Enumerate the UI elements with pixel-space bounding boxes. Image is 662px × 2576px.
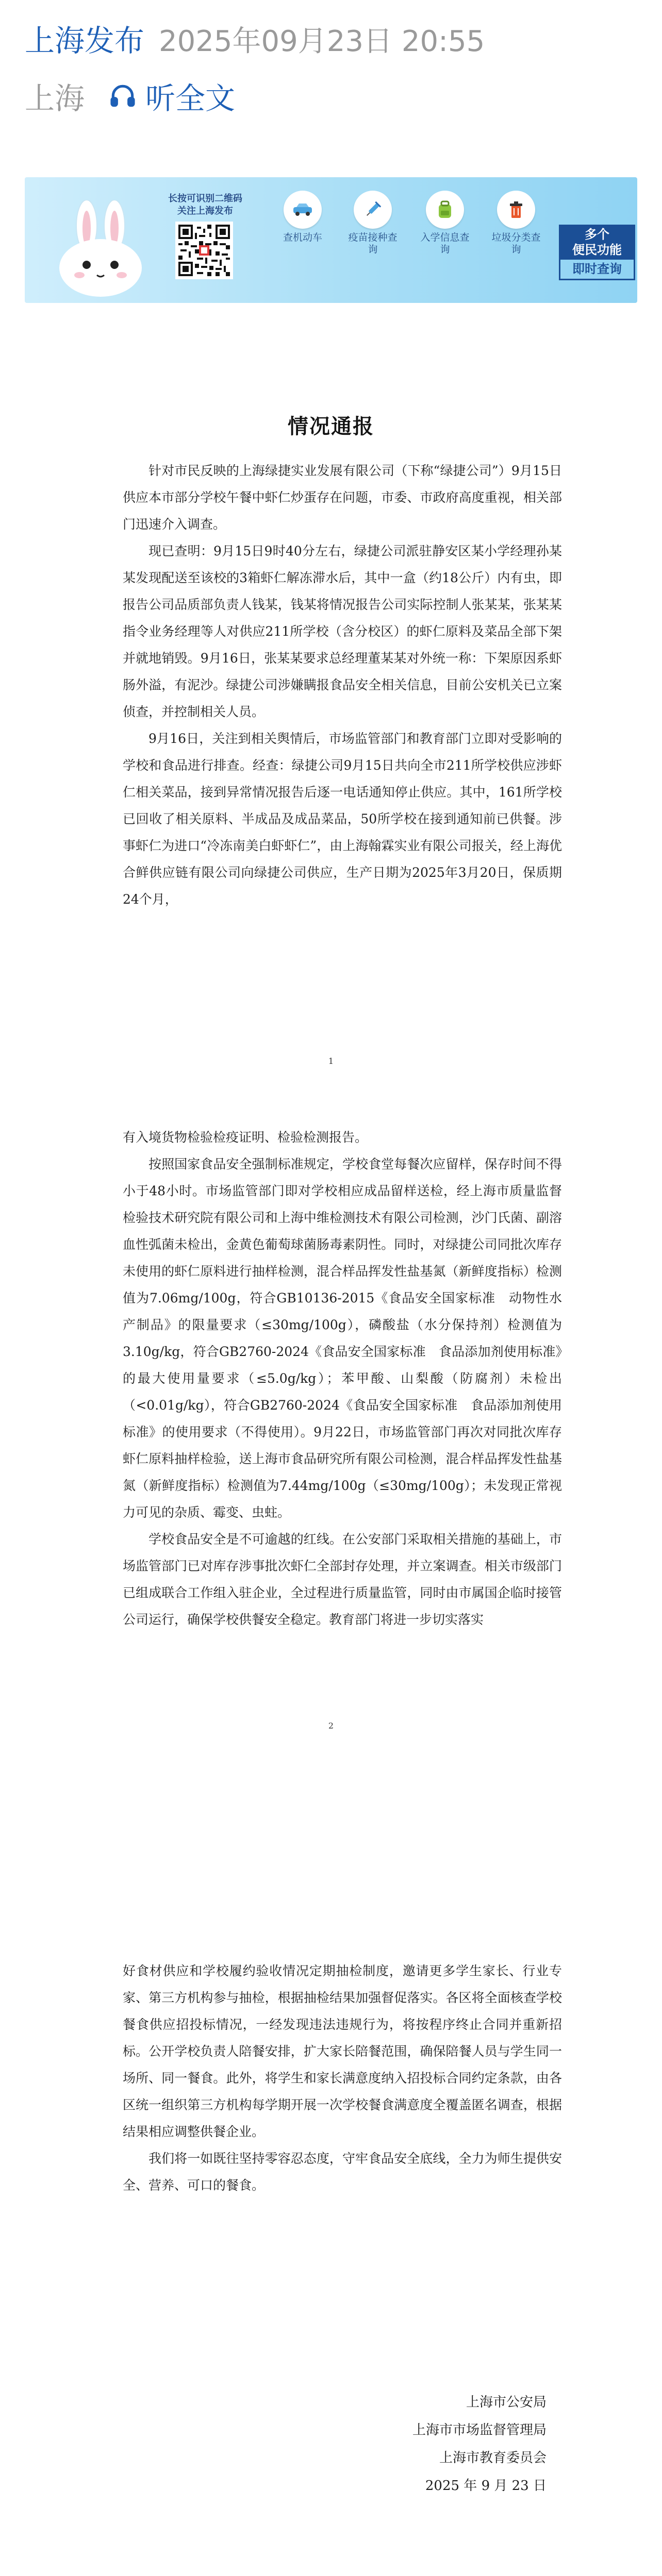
document-page-2 [123,1124,562,1633]
schoolbag-icon [426,191,464,229]
service-car[interactable] [274,191,331,244]
syringe-icon [354,191,392,229]
paragraph: 我们将一如既往坚持零容忍态度，守牢食品安全底线，全力为师生提供安全、营养、可口的餐食。 [123,2151,562,2193]
paragraph: 好食材供应和学校履约验收情况定期抽检制度，邀请更多学生家长、行业专家、第三方机构参与抽检，根据抽检结果加强督促落实。各区将全面核查学校餐食供应招投标情况，一经发现违法违规行为，将按程序终止合同并重新招标。公开学校负责人陪餐安排，扩大家长陪餐范围，确保陪餐人员与学生同一场所、同一餐食。此外，将学生和家长满意度纳入招投标合同约定条款，由各区统一组织第三方机构每学期开展一次学校餐食满意度全覆盖匿名调查，根据结果相应调整供餐企业。 [123,1963,562,2139]
sub-row [25,74,637,117]
qr-caption-line1: 长按可识别二维码 [168,193,242,204]
service-banner[interactable] [25,177,637,303]
service-school[interactable] [417,191,473,256]
document-page-3 [123,1958,562,2199]
service-car-label: 查机动车 [283,232,322,243]
qr-code-icon[interactable] [175,222,233,279]
more-services-label-bottom: 即时查询 [572,262,622,276]
service-school-label: 入学信息查询 [420,232,470,255]
service-vaccine-label: 疫苗接种查询 [348,232,398,255]
signatory-police: 上海市公安局 [466,2395,547,2410]
page-number: 2 [328,1721,334,1731]
source-row [25,16,637,60]
car-icon [284,191,322,229]
paragraph: 9月16日，关注到相关舆情后，市场监管部门和教育部门立即对受影响的学校和食品进行排查。经查：绿捷公司9月15日共向全市211所学校供应涉虾仁相关菜品，接到异常情况报告后逐一电话通知停止供应。其中，161所学校已回收了相关原料、半成品及成品菜品，50所学校在接到通知前已供餐。涉事虾仁为进口“冷冻南美白虾虾仁”，由上海翰霖实业有限公司报关，经上海优合鲜供应链有限公司向绿捷公司供应，生产日期为2025年3月20日，保质期24个月， [123,731,562,907]
paragraph: 有入境货物检验检疫证明、检验检测报告。 [123,1130,368,1145]
paragraph: 学校食品安全是不可逾越的红线。在公安部门采取相关措施的基础上，市场监管部门已对库存涉事批次虾仁全部封存处理，并立案调查。相关市级部门已组成联合工作组入驻企业，全过程进行质量监管，同时由市属国企临时接管公司运行，确保学校供餐安全稳定。教育部门将进一步切实落实 [123,1532,562,1627]
publish-datetime: 2025年09月23日 20:55 [159,25,485,58]
source-name[interactable]: 上海发布 [25,23,145,58]
qr-caption-line2: 关注上海发布 [177,206,233,216]
page-number: 1 [328,1056,334,1066]
document-title: 情况通报 [288,414,374,438]
signatory-education: 上海市教育委员会 [439,2450,547,2466]
service-trash-label: 垃圾分类查询 [491,232,541,255]
paragraph: 现已查明：9月15日9时40分左右，绿捷公司派驻静安区某小学经理孙某某发现配送至该校的3箱虾仁解冻滞水后，其中一盒（约18公斤）内有虫，即报告公司品质部负责人钱某，钱某将情况报告公司实际控制人张某某，张某某指令业务经理等人对供应211所学校（含分校区）的虾仁原料及菜品全部下架并就地销毁。9月16日，张某某要求总经理董某某对外统一称：下架原因系虾肠外溢，有泥沙。绿捷公司涉嫌瞒报食品安全相关信息，目前公安机关已立案侦查，并控制相关人员。 [123,544,562,719]
qr-caption [160,193,251,217]
trash-icon [497,191,535,229]
signature-date: 2025 年 9 月 23 日 [425,2478,547,2494]
more-line2: 便民功能 [572,243,622,257]
headphones-icon [108,81,137,110]
article-header [0,0,662,117]
listen-button[interactable] [108,74,235,117]
listen-label: 听全文 [145,81,236,116]
signatory-market-regulation: 上海市市场监督管理局 [412,2422,547,2438]
city-label: 上海 [25,81,85,116]
more-services-label-top [559,227,635,258]
more-line1: 多个 [585,227,609,242]
paragraph: 针对市民反映的上海绿捷实业发展有限公司（下称“绿捷公司”）9月15日供应本市部分学校午餐中虾仁炒蛋存在问题，市委、市政府高度重视，相关部门迅速介入调查。 [123,463,562,532]
service-vaccine[interactable] [344,191,401,256]
service-trash[interactable] [488,191,544,256]
document-page-1 [123,457,562,913]
rabbit-mascot-icon [57,200,144,298]
signatories [361,2388,547,2500]
paragraph: 按照国家食品安全强制标准规定，学校食堂每餐次应留样，保存时间不得小于48小时。市场监管部门即对学校相应成品留样送检，经上海市质量监督检验技术研究院有限公司和上海中维检测技术有限公司检测，沙门氏菌、副溶血性弧菌未检出，金黄色葡萄球菌肠毒素阴性。同时，对绿捷公司同批次库存未使用的虾仁原料进行抽样检测，混合样品挥发性盐基氮（新鲜度指标）检测值为7.06mg/100g，符合GB10136-2015《食品安全国家标准 动物性水产制品》的限量要求（≤30mg/100g），磷酸盐（水分保持剂）检测值为3.10g/kg，符合GB2760-2024《食品安全国家标准 食品添加剂使用标准》的最大使用量要求（≤5.0g/kg）；苯甲酸、山梨酸（防腐剂）未检出（<0.01g/kg），符合GB2760-2024《食品安全国家标准 食品添加剂使用标准》的使用要求（不得使用）。9月22日，市场监管部门再次对同批次库存虾仁原料抽样检验，送上海市食品研究所有限公司检测，混合样品挥发性盐基氮（新鲜度指标）检测值为7.44mg/100g（≤30mg/100g）；未发现正常视力可见的杂质、霉变、虫蛀。 [123,1157,562,1520]
